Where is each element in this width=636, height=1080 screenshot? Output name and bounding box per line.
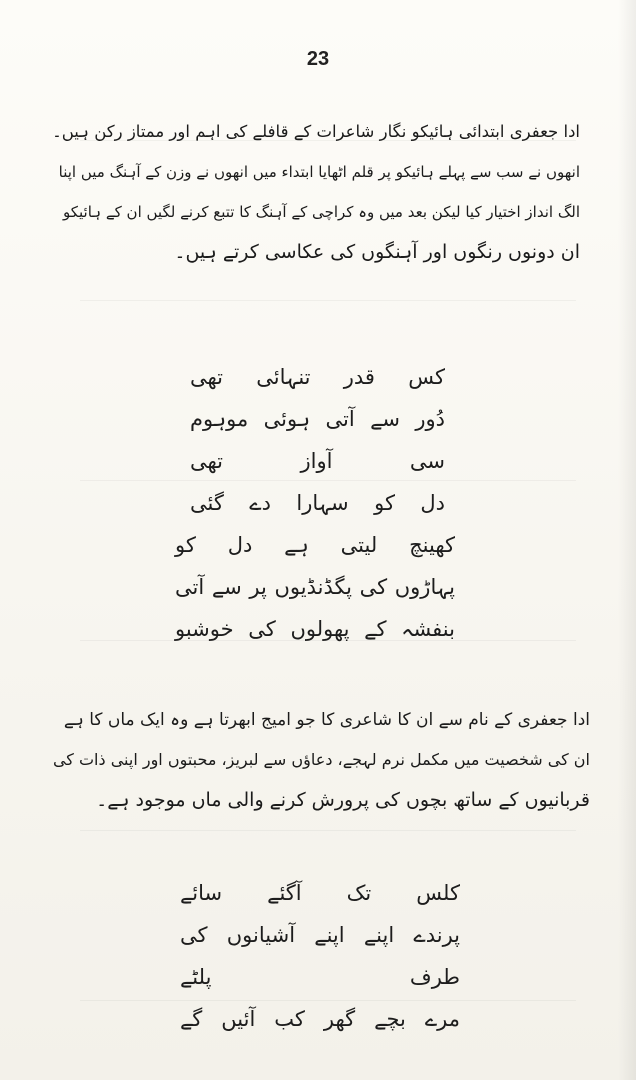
paragraph-line: ادا جعفری کے نام سے ان کا شاعری کا جو امیج ابھرتا ہے وہ ایک ماں کا ہے (63, 710, 590, 730)
haiku-1 (190, 356, 445, 524)
haiku-2 (175, 524, 455, 650)
haiku-line: بنفشہ کے پھولوں کی خوشبو (175, 617, 455, 641)
haiku-3 (180, 872, 460, 1040)
haiku-line: پہاڑوں کی پگڈنڈیوں پر سے آتی (175, 575, 455, 599)
paragraph-line: انھوں نے سب سے پہلے ہائیکو پر قلم اٹھایا ابتداء میں انھوں نے وزن کے آہنگ میں اپنا (58, 163, 580, 181)
paragraph-line: ان کی شخصیت میں مکمل نرم لہجے، دعاؤں سے لبریز، محبتوں اور اپنی ذات کی (52, 750, 590, 769)
haiku-line: کس قدر تنہائی تھی (190, 365, 445, 389)
paragraph-line: قربانیوں کے ساتھ بچوں کی پرورش کرنے والی ماں موجود ہے۔ (96, 789, 590, 811)
page-edge-shadow (618, 0, 636, 1080)
haiku-line: کھینچ لیتی ہے دل کو (175, 533, 455, 557)
haiku-line: دل کو سہارا دے گئی (190, 491, 445, 515)
paragraph-line: الگ انداز اختیار کیا لیکن بعد میں وہ کراچی کے آہنگ کا تتبع کرنے لگیں ان کے ہائیکو (63, 203, 580, 221)
page-number: 23 (306, 48, 330, 70)
haiku-line: پرندے اپنے اپنے آشیانوں کی طرف پلٹے (180, 923, 460, 989)
paragraph-line: ان دونوں رنگوں اور آہنگوں کی عکاسی کرتے ہیں۔ (174, 241, 580, 263)
haiku-line: دُور سے آتی ہوئی موہوم سی آواز تھی (190, 407, 445, 473)
intro-paragraph (50, 112, 580, 272)
haiku-line: کلس تک آگئے سائے (180, 881, 460, 905)
haiku-line: مرے بچے گھر کب آئیں گے (180, 1007, 460, 1031)
second-paragraph (50, 700, 590, 820)
paragraph-line: ادا جعفری ابتدائی ہائیکو نگار شاعرات کے قافلے کی اہم اور ممتاز رکن ہیں۔ (52, 122, 580, 141)
